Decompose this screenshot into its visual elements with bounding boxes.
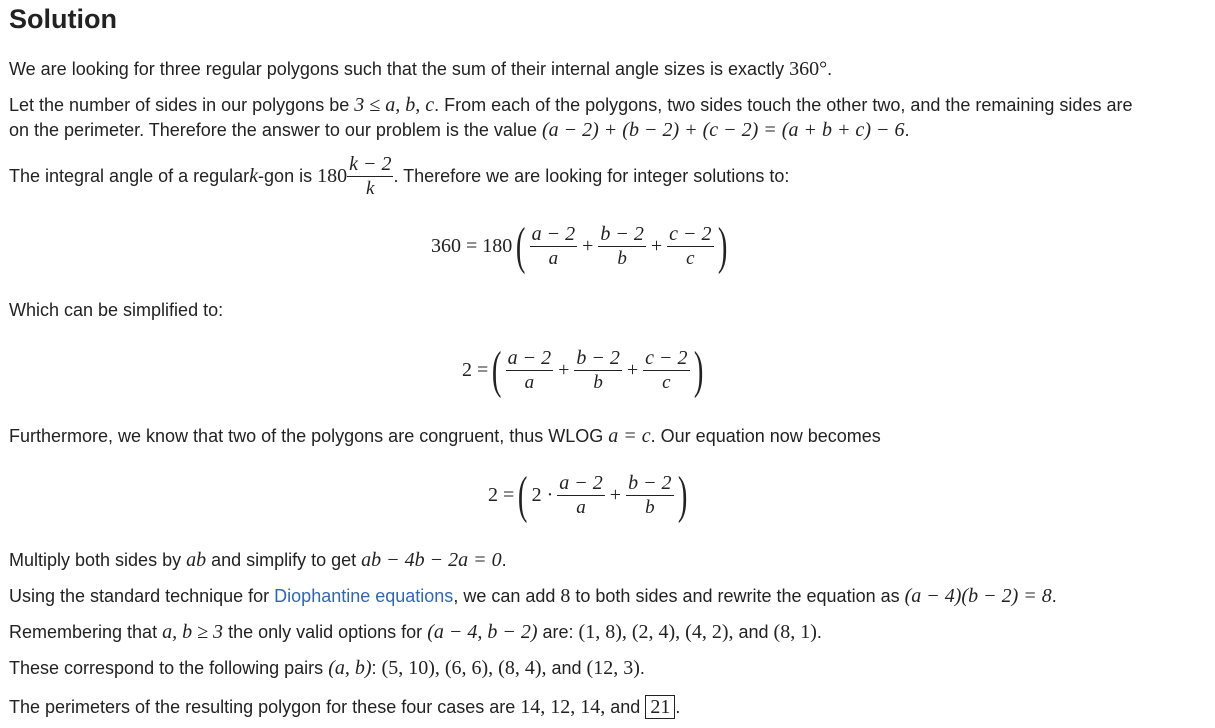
math-8: 8 [560, 585, 571, 607]
math-pair-last: (12, 3) [586, 657, 640, 679]
paragraph-goal [9, 58, 832, 81]
text: Furthermore, we know that two of the polygons are congruent, thus WLOG [9, 426, 609, 446]
math-k: k [249, 165, 259, 187]
text: and [546, 658, 587, 678]
numerator: b − 2 [600, 223, 644, 245]
math-ab-pair: (a, b) [328, 657, 372, 679]
paragraph-simplified: Which can be simplified to: [9, 300, 224, 320]
solution-heading: Solution [9, 4, 117, 34]
left-paren: ( [492, 341, 502, 399]
text: . [827, 59, 833, 79]
left-paren: ( [516, 217, 526, 275]
text: . Therefore we are looking for integer solutions to: [393, 166, 790, 186]
denominator: b [617, 248, 627, 269]
paragraph-pairs [9, 657, 645, 680]
coefficient-two: 2 · [531, 484, 554, 506]
paragraph-perimeters [9, 696, 680, 719]
eq-lhs: 2 = [462, 359, 489, 381]
denominator: b [645, 497, 655, 518]
right-paren: ) [677, 466, 687, 524]
fraction-a [557, 471, 605, 520]
fraction-b [574, 346, 622, 395]
text: Let the number of sides in our polygons be [9, 95, 355, 115]
denominator: a [524, 372, 535, 393]
plus: + [626, 359, 639, 381]
text: . [816, 622, 822, 642]
plus: + [558, 359, 570, 381]
math-pair: (a − 4, b − 2) [427, 621, 538, 643]
math-factored: (a − 4)(b − 2) = 8 [904, 585, 1052, 607]
denominator: c [686, 248, 695, 269]
paragraph-options [9, 621, 822, 644]
paragraph-congruent [9, 425, 881, 448]
numerator: b − 2 [576, 347, 620, 369]
paragraph-sides-line1 [9, 94, 1132, 117]
text: the only valid options for [223, 622, 428, 642]
boxed-answer: 21 [645, 695, 675, 719]
paragraph-multiply [9, 549, 507, 572]
text: and [733, 622, 774, 642]
plus: + [582, 235, 594, 257]
right-paren: ) [693, 341, 703, 399]
fraction-k [347, 152, 393, 201]
eq-lhs: 360 = 180 [431, 235, 513, 257]
math-ab: ab [186, 549, 207, 571]
denominator: c [662, 372, 671, 393]
text: -gon is [258, 166, 318, 186]
equation-1 [431, 217, 731, 275]
denominator: a [548, 248, 559, 269]
fraction-a [506, 346, 554, 395]
paragraph-angle [9, 152, 789, 201]
text: are: [537, 622, 579, 642]
denominator: a [576, 497, 586, 518]
plus: + [650, 235, 663, 257]
numerator: a − 2 [531, 223, 576, 245]
numerator: k − 2 [349, 153, 392, 175]
math-a-eq-c: a = c [608, 425, 651, 447]
equation-2 [462, 341, 707, 399]
text: These correspond to the following pairs [9, 658, 329, 678]
numerator: b − 2 [628, 472, 672, 494]
numerator: a − 2 [507, 347, 552, 369]
math-360: 360° [789, 58, 828, 80]
text: . From each of the polygons, two sides touch the other two, and the remaining sides are [434, 95, 1133, 115]
text: and [605, 697, 646, 717]
fraction-b [626, 471, 674, 520]
math-equation: ab − 4b − 2a = 0 [361, 549, 502, 571]
text: . [639, 658, 645, 678]
text: on the perimeter. Therefore the answer to our problem is the value [9, 120, 542, 140]
text: . [675, 697, 681, 717]
text: to both sides and rewrite the equation as [570, 586, 905, 606]
eq-lhs: 2 = [488, 484, 515, 506]
math-perimeter-expression: (a − 2) + (b − 2) + (c − 2) = (a + b + c) − 6 [541, 119, 905, 141]
plus: + [609, 484, 622, 506]
denominator: k [366, 178, 375, 199]
paragraph-technique [9, 585, 1057, 608]
text: Multiply both sides by [9, 550, 187, 570]
numerator: c − 2 [645, 347, 688, 369]
text: Using the standard technique for [9, 586, 275, 606]
denominator: b [593, 372, 603, 393]
text: : [371, 658, 382, 678]
text: . [904, 120, 910, 140]
math-option-last: (8, 1) [773, 621, 817, 643]
text: We are looking for three regular polygons such that the sum of their internal angle sizes is exactly [9, 59, 790, 79]
math-pairs: (5, 10), (6, 6), (8, 4), [381, 657, 547, 679]
paragraph-sides-line2 [9, 119, 909, 142]
right-paren: ) [717, 217, 727, 275]
math-ab-geq-3: a, b ≥ 3 [162, 621, 224, 643]
diophantine-equations-link[interactable]: Diophantine equations [274, 586, 454, 606]
text: Remembering that [9, 622, 163, 642]
numerator: c − 2 [669, 223, 712, 245]
math-options: (1, 8), (2, 4), (4, 2), [578, 621, 734, 643]
text: , we can add [453, 586, 561, 606]
text: The perimeters of the resulting polygon for these four cases are [9, 697, 521, 717]
equation-3 [488, 466, 691, 524]
text: The integral angle of a regular [9, 166, 250, 186]
text: . [501, 550, 507, 570]
fraction-a [530, 222, 578, 271]
text: . Our equation now becomes [650, 426, 881, 446]
math-180: 180 [317, 165, 348, 187]
fraction-c [667, 222, 713, 271]
left-paren: ( [518, 466, 528, 524]
text: and simplify to get [206, 550, 362, 570]
numerator: a − 2 [559, 472, 603, 494]
fraction-c [643, 346, 689, 395]
math-perimeters: 14, 12, 14, [520, 696, 606, 718]
math-sides: 3 ≤ a, b, c [354, 94, 435, 116]
text: . [1051, 586, 1057, 606]
fraction-b [598, 222, 646, 271]
